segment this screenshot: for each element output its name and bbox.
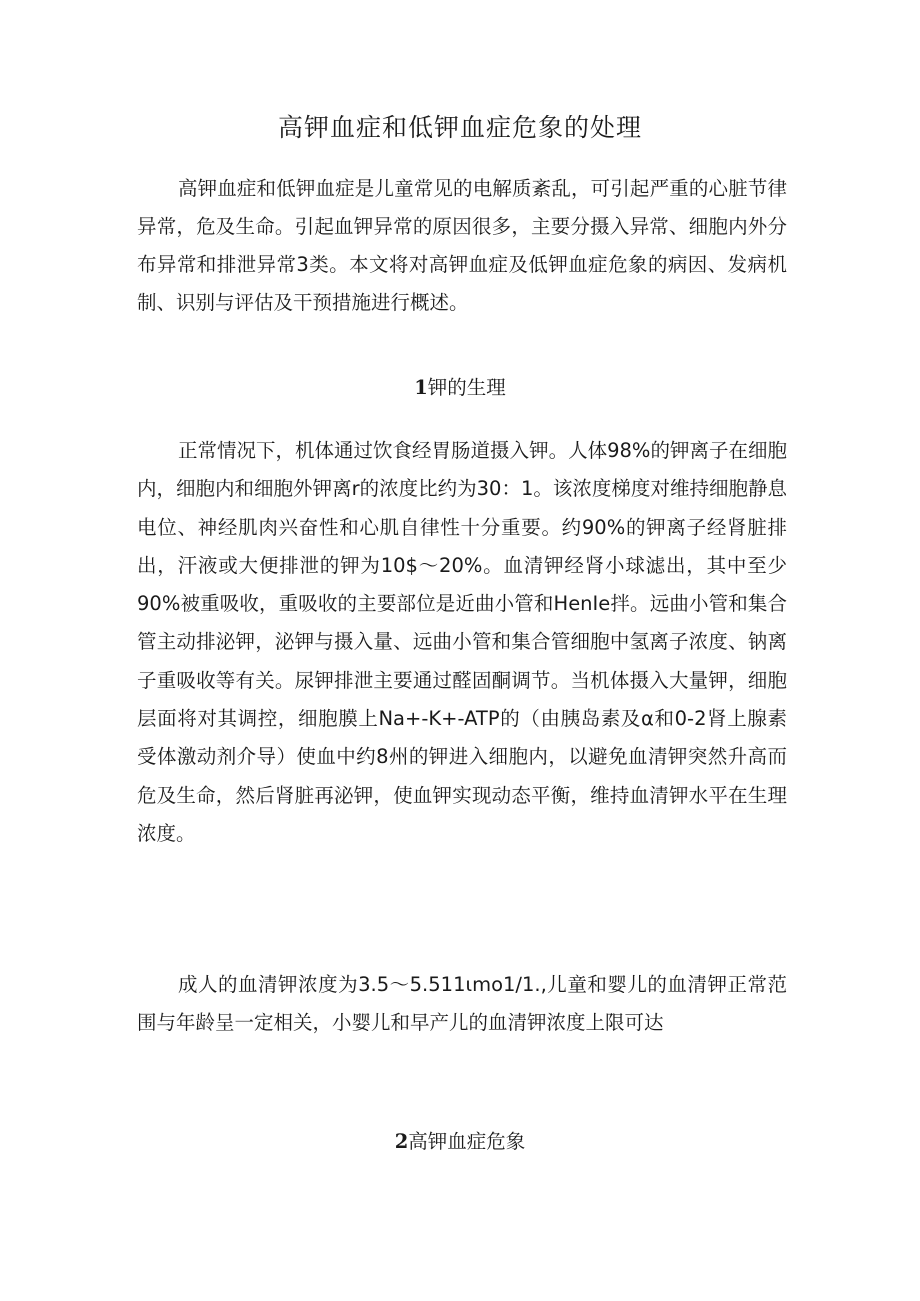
serum-potassium-paragraph: 成人的血清钾浓度为3.5〜5.511ιmo1∕1.,儿童和婴儿的血清钾正常范围与年龄呈一定相关，小婴儿和早产儿的血清钾浓度上限可达 [137,973,787,1034]
section-number: 2 [394,1130,409,1153]
section-number: 1 [414,376,428,399]
section-title: 钾的生理 [427,376,506,399]
physiology-paragraph: 正常情况下，机体通过饮食经胃肠道摄入钾。人体98%的钾离子在细胞内，细胞内和细胞外钾离r的浓度比约为30：1。该浓度梯度对维持细胞静息电位、神经肌肉兴奋性和心肌自律性十分重要。约90%的钾离子经肾脏排出，汗液或大便排泄的钾为10$〜20%。血清钾经肾小球滤出，其中至少90%被重吸收，重吸收的主要部位是近曲小管和HenIe拌。远曲小管和集合管主动排泌钾，泌钾与摄入量、远曲小管和集合管细胞中氢离子浓度、钠离子重吸收等有关。尿钾排泄主要通过醛固酮调节。当机体摄入大量钾，细胞层面将对其调控，细胞膜上Na+-K+-ATP的（由胰岛素及α和0-2肾上腺素受体激动剂介导）使血中约8州的钾进入细胞内，以避免血清钾突然升高而危及生命，然后肾脏再泌钾，使血钾实现动态平衡，维持血清钾水平在生理浓度。 [137,439,787,845]
document-title: 高钾血症和低钾血症危象的处理 [277,113,642,142]
section-title: 高钾血症危象 [408,1130,526,1153]
section-heading-hyperkalemia-crisis [0,1127,920,1157]
section-heading-potassium-physiology [0,373,920,403]
intro-paragraph: 高钾血症和低钾血症是儿童常见的电解质紊乱，可引起严重的心脏节律异常，危及生命。引起血钾异常的原因很多，主要分摄入异常、细胞内外分布异常和排泄异常3类。本文将对高钾血症及低钾血症危象的病因、发病机制、识别与评估及干预措施进行概述。 [137,177,787,314]
